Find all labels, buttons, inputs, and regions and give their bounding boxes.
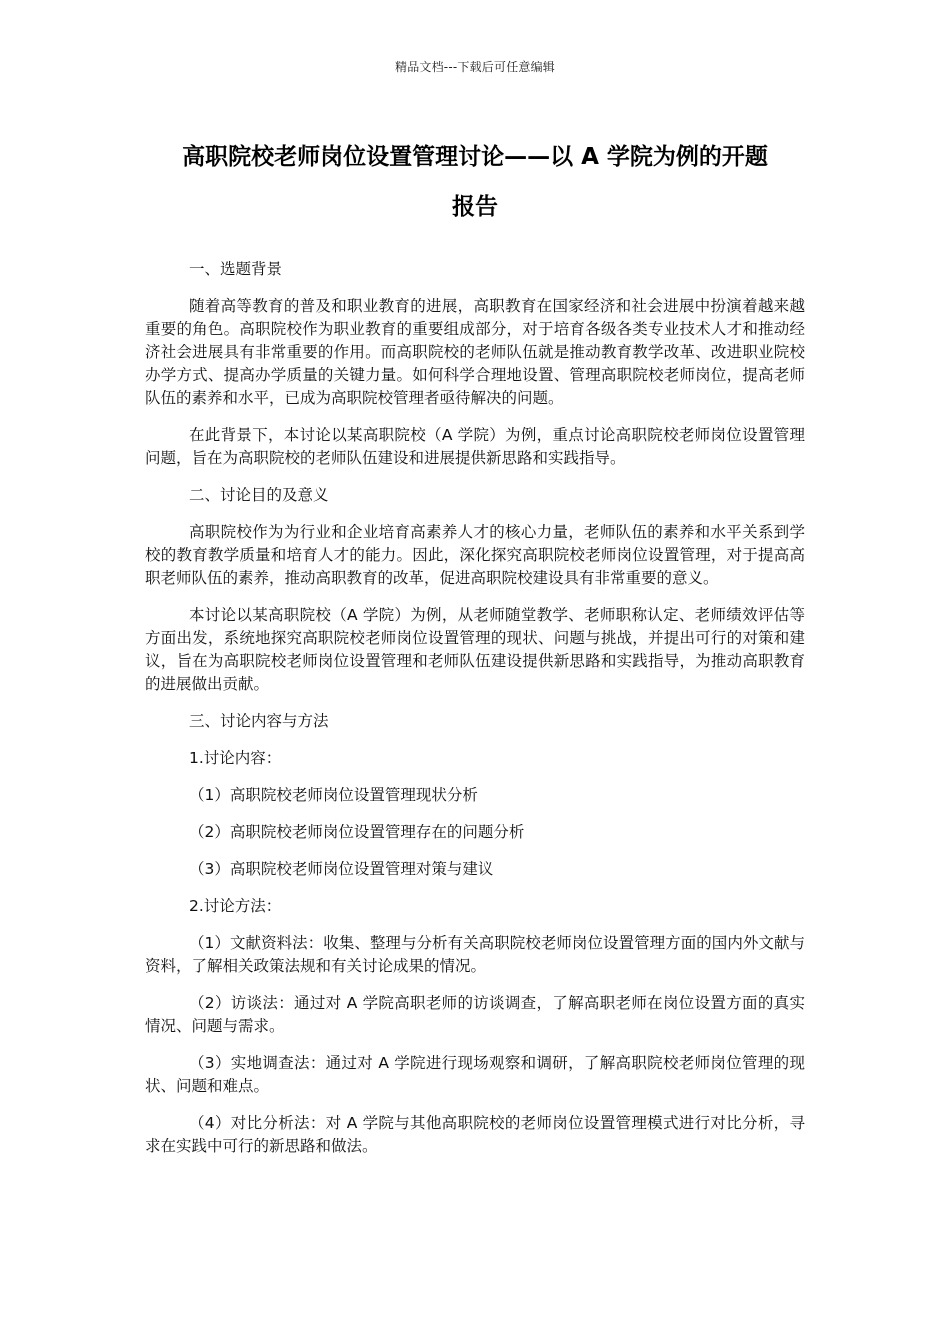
method-paragraph: （2）访谈法：通过对 A 学院高职老师的访谈调查，了解高职老师在岗位设置方面的真实情况、问题与需求。 bbox=[145, 994, 805, 1035]
section-heading-background: 一、选题背景 bbox=[189, 260, 283, 278]
paragraph: 随着高等教育的普及和职业教育的进展，高职教育在国家经济和社会进展中扮演着越来越重要的角色。高职院校作为职业教育的重要组成部分，对于培育各级各类专业技术人才和推动经济社会进展具有非常重要的作用。而高职院校的老师队伍就是推动教育教学改革、改进职业院校办学方式、提高办学质量的关键力量。如何科学合理地设置、管理高职院校老师岗位，提高老师队伍的素养和水平，已成为高职院校管理者亟待解决的问题。 bbox=[145, 297, 805, 407]
method-paragraph: （3）实地调查法：通过对 A 学院进行现场观察和调研，了解高职院校老师岗位管理的现状、问题和难点。 bbox=[145, 1054, 805, 1095]
document-title bbox=[140, 132, 810, 232]
list-item: （3）高职院校老师岗位设置管理对策与建议 bbox=[189, 860, 494, 878]
subheading-content: 1.讨论内容： bbox=[189, 749, 282, 767]
list-item: （2）高职院校老师岗位设置管理存在的问题分析 bbox=[189, 823, 525, 841]
section-heading-content-method: 三、讨论内容与方法 bbox=[189, 712, 329, 730]
method-paragraph: （4）对比分析法：对 A 学院与其他高职院校的老师岗位设置管理模式进行对比分析，寻求在实践中可行的新思路和做法。 bbox=[145, 1114, 805, 1155]
subheading-method: 2.讨论方法： bbox=[189, 897, 282, 915]
method-paragraph: （1）文献资料法：收集、整理与分析有关高职院校老师岗位设置管理方面的国内外文献与资料，了解相关政策法规和有关讨论成果的情况。 bbox=[145, 934, 805, 975]
list-item: （1）高职院校老师岗位设置管理现状分析 bbox=[189, 786, 478, 804]
title-line-2: 报告 bbox=[452, 194, 498, 220]
document-body bbox=[145, 258, 805, 1172]
paragraph: 本讨论以某高职院校（A 学院）为例，从老师随堂教学、老师职称认定、老师绩效评估等方面出发，系统地探究高职院校老师岗位设置管理的现状、问题与挑战，并提出可行的对策和建议，旨在为高职院校老师岗位设置管理和老师队伍建设提供新思路和实践指导，为推动高职教育的进展做出贡献。 bbox=[145, 606, 805, 693]
paragraph: 高职院校作为为行业和企业培育高素养人才的核心力量，老师队伍的素养和水平关系到学校的教育教学质量和培育人才的能力。因此，深化探究高职院校老师岗位设置管理，对于提高高职老师队伍的素养，推动高职教育的改革，促进高职院校建设具有非常重要的意义。 bbox=[145, 523, 805, 587]
page-header: 精品文档---下载后可任意编辑 bbox=[395, 60, 555, 74]
section-heading-purpose: 二、讨论目的及意义 bbox=[189, 486, 329, 504]
paragraph: 在此背景下，本讨论以某高职院校（A 学院）为例，重点讨论高职院校老师岗位设置管理问题，旨在为高职院校的老师队伍建设和进展提供新思路和实践指导。 bbox=[145, 426, 805, 467]
title-line-1: 高职院校老师岗位设置管理讨论——以 A 学院为例的开题 bbox=[182, 144, 768, 170]
